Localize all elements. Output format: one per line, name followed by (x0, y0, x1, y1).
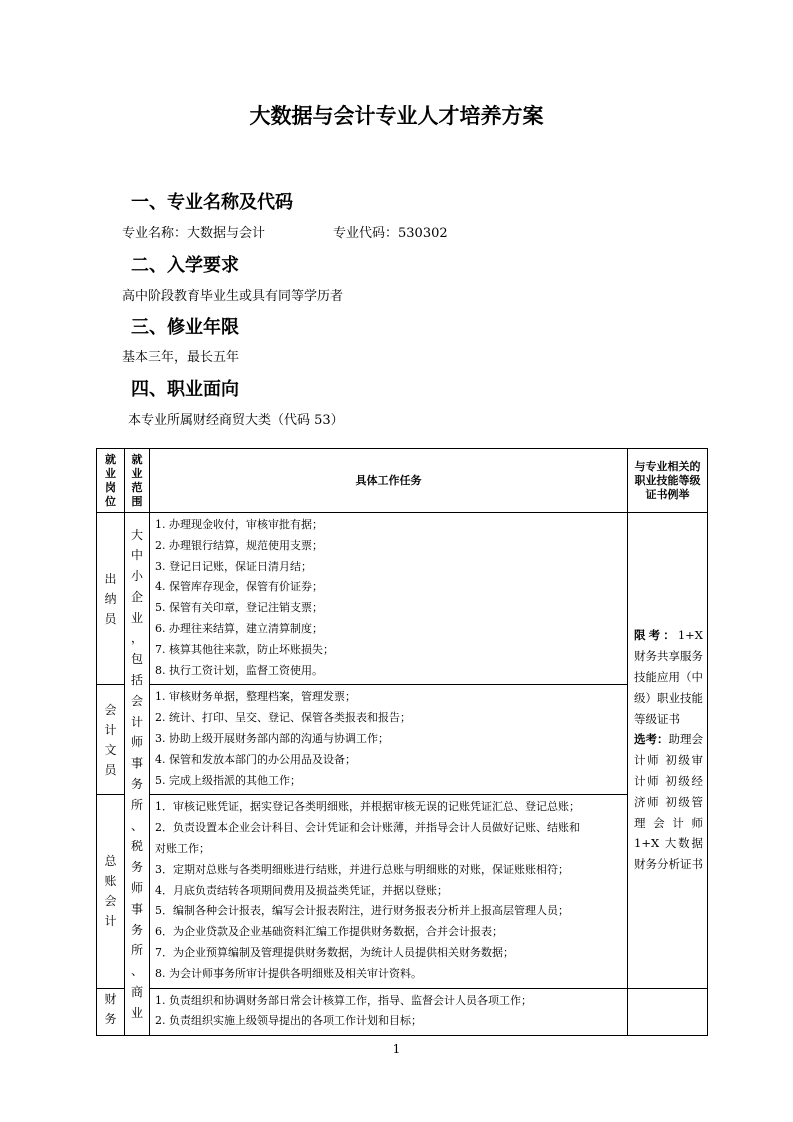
list-item: 2. 统计、打印、呈交、登记、保管各类报表和报告； (155, 711, 411, 725)
list-item: 7. 核算其他往来款，防止坏账损失； (155, 642, 334, 656)
list-item: 4. 保管和发放本部门的办公用品及设备； (155, 752, 356, 766)
scope-char: 务 (130, 922, 143, 937)
scope-char: 商 (130, 985, 143, 1000)
scope-char: 务 (130, 777, 143, 792)
scope-char: 所 (130, 797, 143, 812)
admission-text: 高中阶段教育毕业生或具有同等学历者 (122, 289, 344, 304)
scope-char: 、 (130, 964, 143, 979)
table-row (97, 513, 708, 685)
career-text: 本专业所属财经商贸大类（代码 53） (128, 413, 344, 428)
duration-text: 基本三年，最长五年 (122, 350, 240, 365)
scope-char: 税 (130, 839, 143, 854)
scope-char: ， (130, 631, 143, 646)
document-title: 大数据与会计专业人才培养方案 (249, 104, 544, 128)
certs-cell (628, 513, 708, 989)
scope-char: 括 (130, 673, 143, 688)
optional-certs: 助理会计师 初级审计师 初级经济师 初级管理会计师 1+X 大数据财务分析证书 (634, 732, 703, 872)
list-item: 2. 办理银行结算，规范使用支票； (155, 538, 323, 552)
scope-char: 包 (130, 652, 143, 667)
major-code: 专业代码：530302 (333, 226, 448, 241)
list-item: 6．为企业贷款及企业基础资料汇编工作提供财务数据，合并会计报表； (155, 925, 503, 939)
header-tasks: 具体工作任务 (150, 449, 628, 513)
scope-char: 业 (130, 1005, 143, 1020)
limited-label: 限考： (634, 628, 678, 643)
section-heading-admission: 二、入学要求 (131, 255, 239, 276)
table-row (97, 988, 708, 1036)
list-item: 7．为企业预算编制及管理提供财务数据，为统计人员提供相关财务数据； (155, 945, 514, 959)
list-item: 3．定期对总账与各类明细账进行结账，并进行总账与明细账的对账，保证账账相符； (155, 862, 569, 876)
position-general-ledger: 总账会计 (97, 795, 125, 988)
tasks-cashier (150, 513, 628, 685)
career-table (96, 448, 708, 1036)
tasks-finance (150, 988, 628, 1036)
header-certs: 与专业相关的职业技能等级证书例举 (628, 449, 708, 513)
section-heading-career: 四、职业面向 (131, 379, 239, 400)
list-item: 4．月底负责结转各项期间费用及损益类凭证，并据以登账； (155, 883, 448, 897)
list-item: 4. 保管库存现金，保管有价证券； (155, 580, 323, 594)
list-item: 8. 为会计师事务所审计提供各明细账及相关审计资料。 (155, 966, 422, 980)
scope-char: 师 (130, 735, 143, 750)
list-item: 对账工作； (155, 841, 210, 855)
list-item: 2. 负责组织实施上级领导提出的各项工作计划和目标； (155, 1014, 422, 1028)
scope-char: 会 (130, 693, 143, 708)
page-number: 1 (392, 1042, 401, 1056)
position-finance: 财务 (97, 988, 125, 1036)
position-accounting-clerk: 会计文员 (97, 685, 125, 795)
list-item: 5. 完成上级指派的其他工作； (155, 773, 301, 787)
list-item: 8. 执行工资计划，监督工资使用。 (155, 663, 323, 677)
scope-char: 企 (130, 589, 143, 604)
scope-char: 中 (130, 548, 143, 563)
scope-char: 小 (130, 569, 143, 584)
scope-char: 计 (130, 714, 143, 729)
header-position: 就业岗位 (97, 449, 125, 513)
limited-certs: 1+X 财务共享服务技能应用（中级）职业技能等级证书 (634, 628, 703, 726)
optional-label: 选考： (634, 732, 669, 747)
scope-char: 事 (130, 901, 143, 916)
list-item: 5. 保管有关印章，登记注销支票； (155, 601, 323, 615)
certs-empty-cell (628, 988, 708, 1036)
scope-char: 所 (130, 943, 143, 958)
scope-char: 师 (130, 881, 143, 896)
table-row (97, 795, 708, 988)
scope-cell (125, 513, 150, 1036)
tasks-general-ledger (150, 795, 628, 988)
list-item: 1．审核记账凭证，据实登记各类明细账，并根据审核无误的记账凭证汇总、登记总账； (155, 800, 580, 814)
list-item: 1. 负责组织和协调财务部日常会计核算工作，指导、监督会计人员各项工作； (155, 993, 532, 1007)
section-heading-duration: 三、修业年限 (131, 317, 239, 338)
scope-char: 、 (130, 818, 143, 833)
list-item: 5．编制各种会计报表，编写会计报表附注，进行财务报表分析并上报高层管理人员； (155, 904, 569, 918)
list-item: 1. 办理现金收付，审核审批有据； (155, 518, 323, 531)
scope-char: 事 (130, 756, 143, 771)
list-item: 3. 登记日记账，保证日清月结； (155, 559, 312, 573)
table-row (97, 685, 708, 795)
list-item: 6. 办理往来结算，建立清算制度； (155, 621, 323, 635)
list-item: 2．负责设置本企业会计科目、会计凭证和会计账薄，并指导会计人员做好记账、结账和 (155, 821, 580, 835)
header-scope: 就业范围 (125, 449, 150, 513)
section-heading-major-code: 一、专业名称及代码 (131, 192, 293, 213)
table-header-row (97, 449, 708, 513)
scope-char: 业 (130, 610, 143, 625)
scope-char: 务 (130, 860, 143, 875)
list-item: 3. 协助上级开展财务部内部的沟通与协调工作； (155, 731, 389, 745)
scope-char: 大 (130, 527, 143, 542)
position-cashier: 出纳员 (97, 513, 125, 685)
tasks-accounting-clerk (150, 685, 628, 795)
major-name: 专业名称：大数据与会计 (122, 226, 266, 241)
list-item: 1. 审核财务单据，整理档案，管理发票； (155, 690, 356, 704)
